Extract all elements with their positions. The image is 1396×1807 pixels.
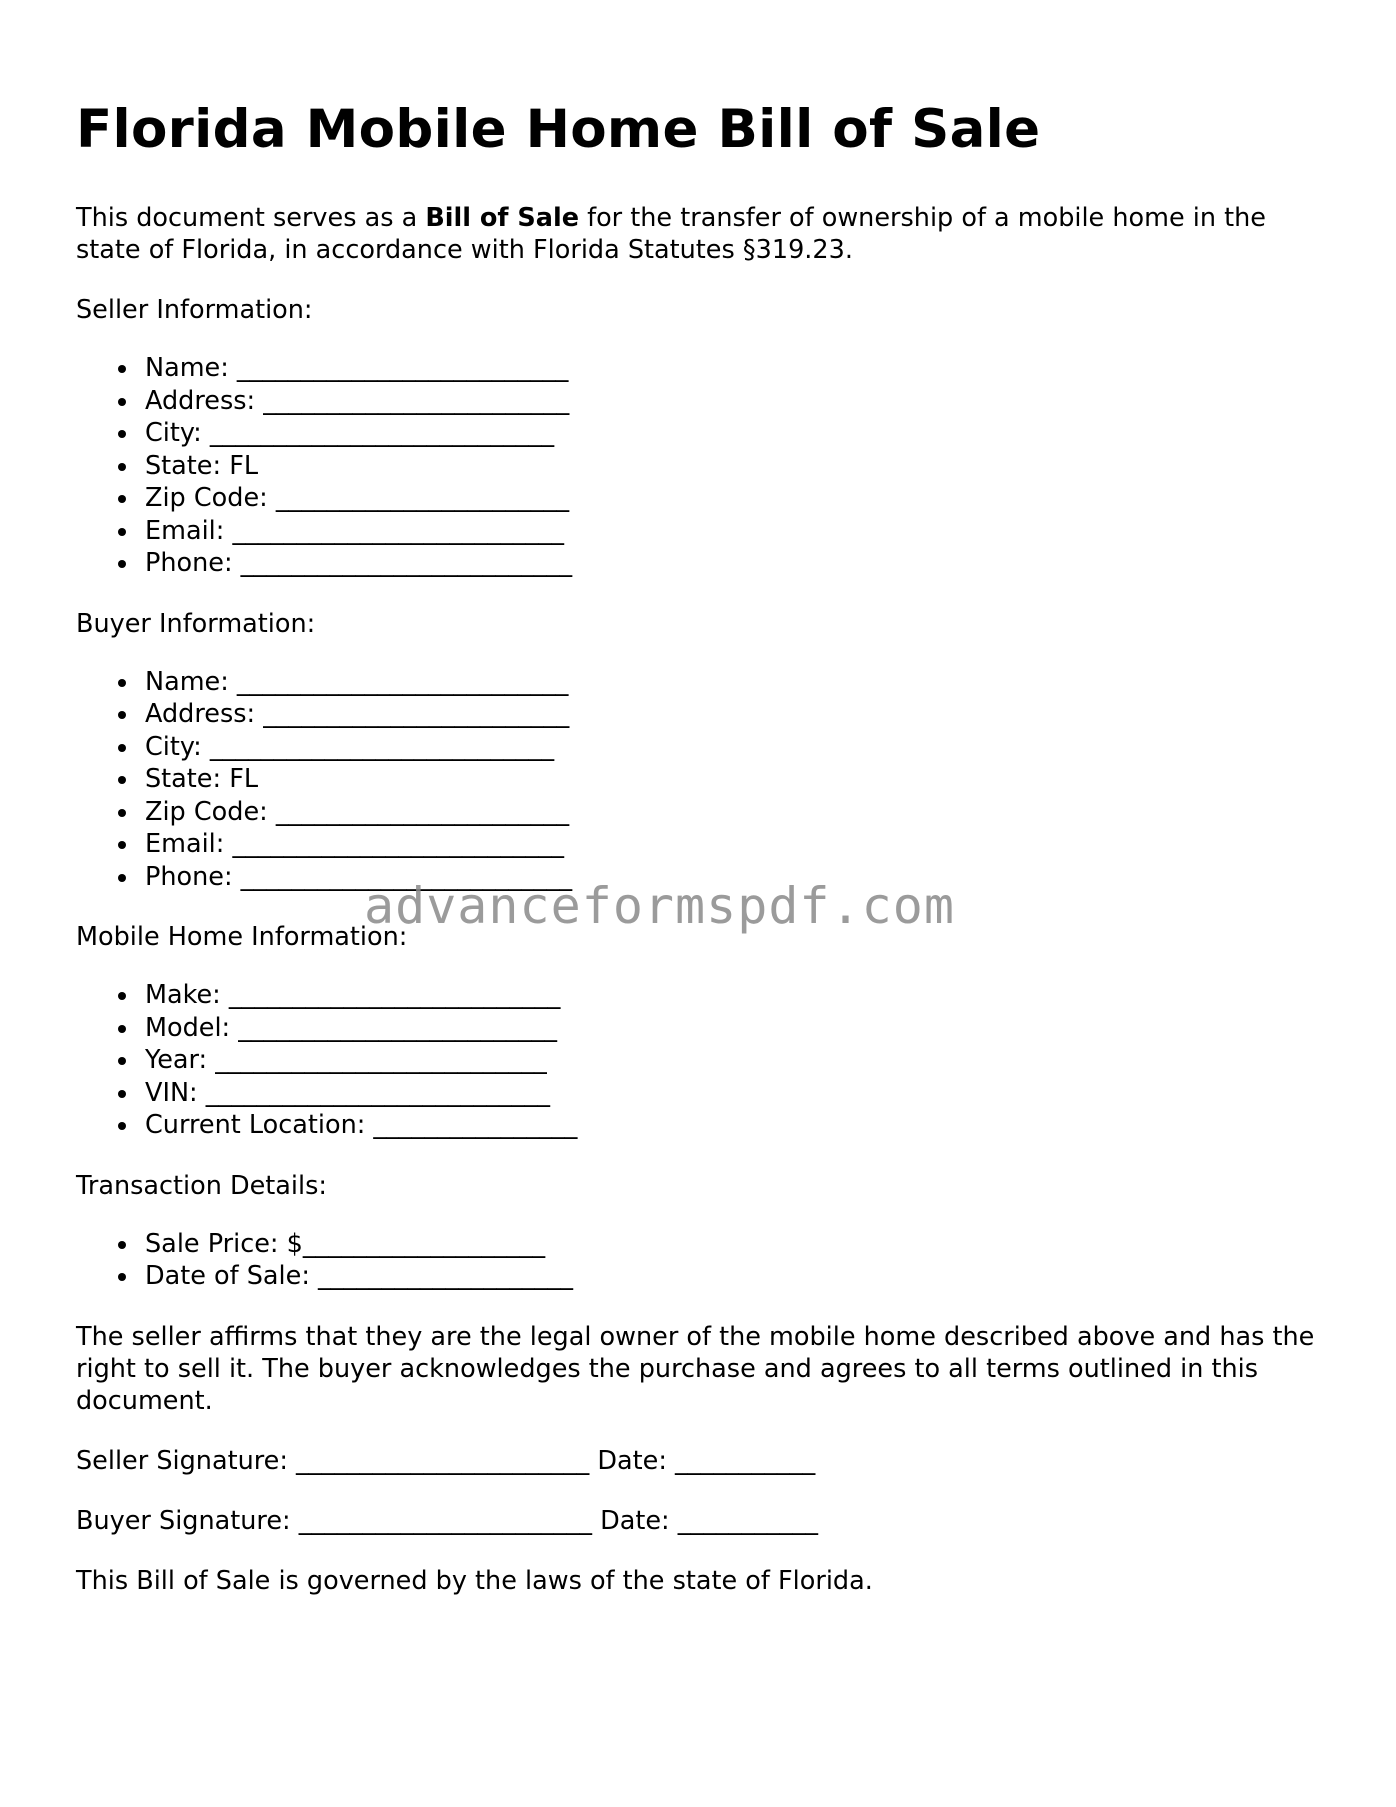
watermark: advanceformspdf.com — [364, 877, 955, 935]
buyer-email-field: Email: __________________________ — [145, 828, 1326, 861]
sale-price-field: Sale Price: $___________________ — [145, 1228, 1326, 1261]
buyer-city-field: City: ___________________________ — [145, 731, 1326, 764]
buyer-signature-line: Buyer Signature: _______________________ Date: ___________ — [76, 1505, 818, 1536]
intro-text-end: for the transfer of ownership of a mobile home in the state of Florida, in accordance with Florida Statutes §319.23. — [76, 203, 1266, 265]
transaction-fields-list — [76, 1228, 1326, 1293]
intro-bold-term: Bill of Sale — [425, 203, 579, 233]
mobile-home-fields-list — [76, 979, 1326, 1142]
seller-fields-list — [76, 352, 1326, 580]
mobile-home-location-field: Current Location: ________________ — [145, 1109, 1326, 1142]
transaction-section-heading: Transaction Details: — [76, 1170, 327, 1201]
buyer-name-field: Name: __________________________ — [145, 666, 1326, 699]
document-page — [76, 0, 1326, 1597]
seller-zip-field: Zip Code: _______________________ — [145, 482, 1326, 515]
affirmation-paragraph: The seller affirms that they are the legal owner of the mobile home described above and has the right to sell it. The buyer acknowledges the purchase and agrees to all terms outlined in this document. — [76, 1321, 1315, 1416]
mobile-home-vin-field: VIN: ___________________________ — [145, 1077, 1326, 1110]
intro-text-start: This document serves as a — [76, 203, 426, 233]
mobile-home-year-field: Year: __________________________ — [145, 1044, 1326, 1077]
governing-law-statement: This Bill of Sale is governed by the laws of the state of Florida. — [76, 1565, 873, 1596]
buyer-section-heading: Buyer Information: — [76, 608, 316, 639]
buyer-fields-list — [76, 666, 1326, 894]
seller-address-field: Address: ________________________ — [145, 385, 1326, 418]
seller-state-field: State: FL — [145, 450, 1326, 483]
buyer-zip-field: Zip Code: _______________________ — [145, 796, 1326, 829]
buyer-address-field: Address: ________________________ — [145, 698, 1326, 731]
seller-section-heading: Seller Information: — [76, 295, 313, 325]
document-title: Florida Mobile Home Bill of Sale — [76, 99, 1041, 160]
seller-phone-field: Phone: __________________________ — [145, 547, 1326, 580]
seller-name-field: Name: __________________________ — [145, 352, 1326, 385]
buyer-state-field: State: FL — [145, 763, 1326, 796]
buyer-phone-field: Phone: __________________________ — [145, 861, 1326, 894]
date-of-sale-field: Date of Sale: ____________________ — [145, 1260, 1326, 1293]
mobile-home-make-field: Make: __________________________ — [145, 979, 1326, 1012]
seller-signature-line: Seller Signature: _______________________ Date: ___________ — [76, 1445, 816, 1476]
seller-city-field: City: ___________________________ — [145, 417, 1326, 450]
intro-paragraph — [76, 202, 1326, 266]
mobile-home-model-field: Model: _________________________ — [145, 1012, 1326, 1045]
mobile-home-section-heading: Mobile Home Information: — [76, 922, 408, 952]
seller-email-field: Email: __________________________ — [145, 515, 1326, 548]
